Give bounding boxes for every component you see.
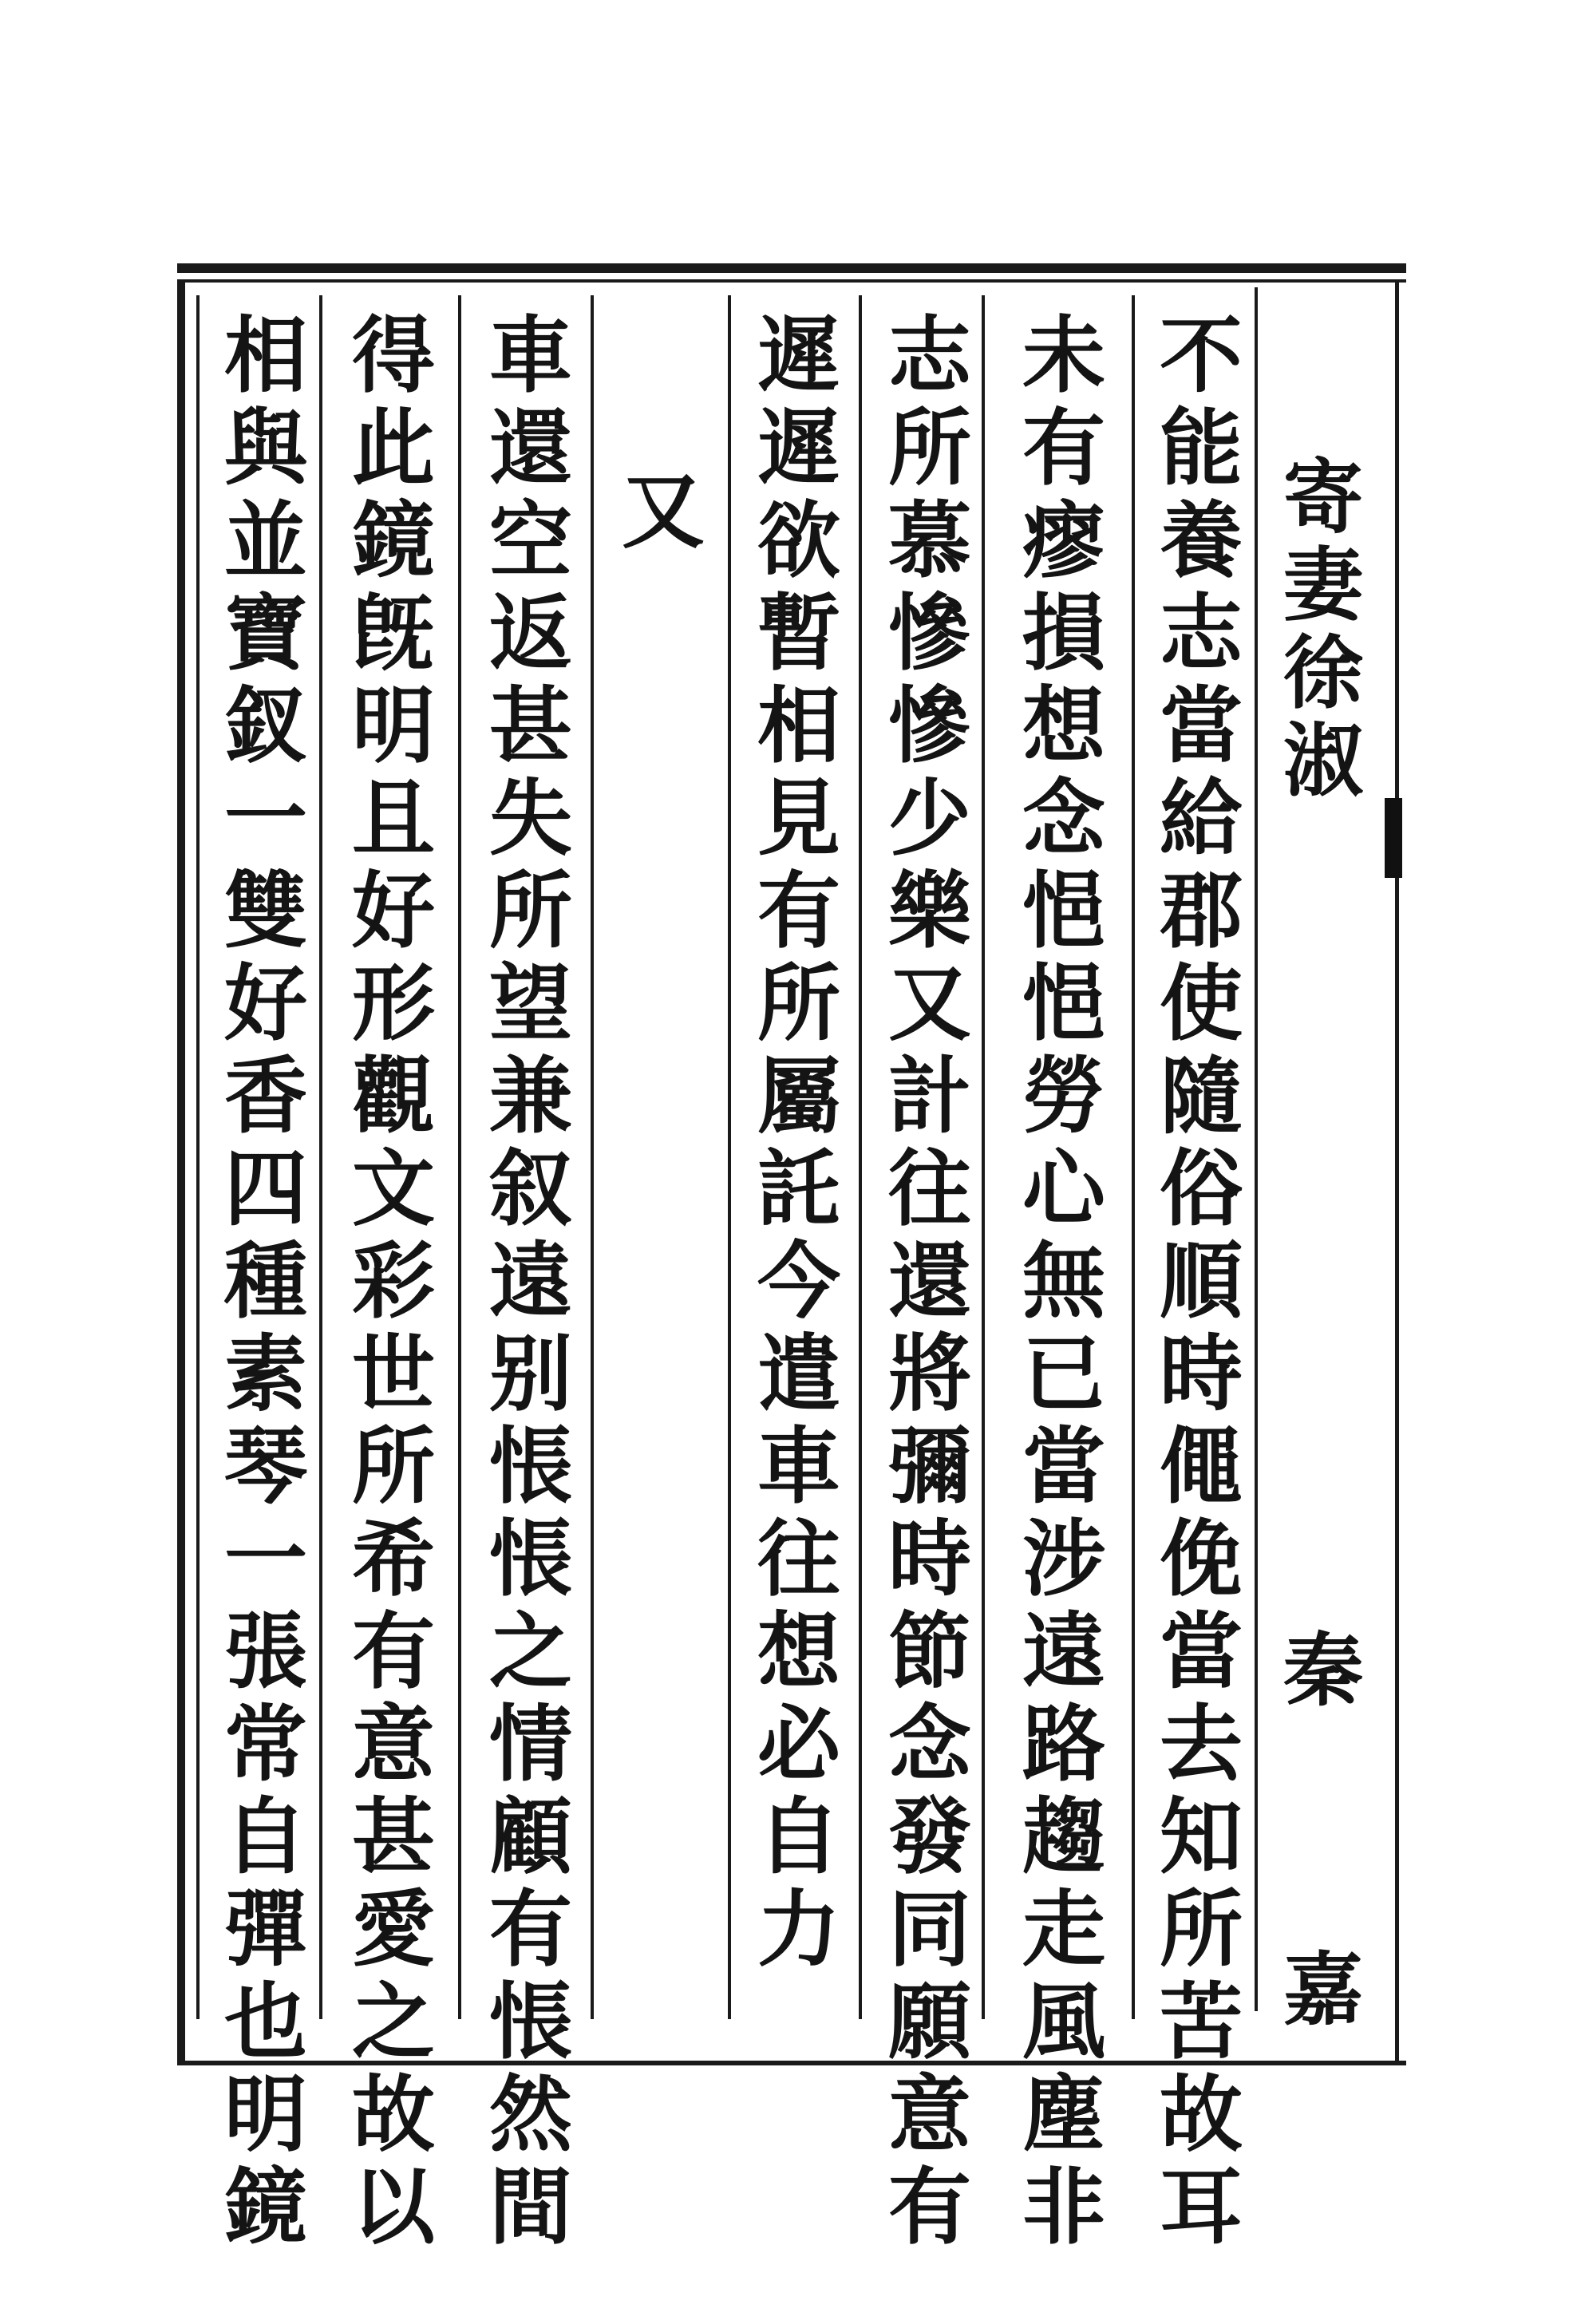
text-column-2: 未有瘳損想念悒悒勞心無已當涉遠路趨走風塵非 (1008, 311, 1106, 2255)
section-heading-you: 又 (607, 467, 705, 559)
column-divider (1255, 287, 1258, 2011)
column-divider (196, 295, 200, 2019)
author-name: 秦 嘉 (1270, 1628, 1364, 2107)
text-column-3: 志所慕慘慘少樂又計往還將彌時節念發同願意有 (874, 311, 972, 2255)
top-border-thick (177, 263, 1406, 273)
column-divider (982, 295, 985, 2019)
right-border (1395, 279, 1399, 2064)
text-column-7: 得此鏡旣明且好形觀文彩世所希有意甚愛之故以 (338, 311, 436, 2255)
column-divider (458, 295, 461, 2019)
column-divider (859, 295, 862, 2019)
column-divider (728, 295, 731, 2019)
column-divider (1132, 295, 1135, 2019)
edge-tab-mark (1385, 798, 1402, 878)
poem-title: 寄妻徐淑 (1270, 455, 1364, 806)
text-column-4: 遲遲欲暫相見有所屬託今遣車往想必自力 (743, 311, 841, 1978)
text-column-8: 相與並寶釵一雙好香四種素琴一張常自彈也明鏡 (210, 311, 308, 2255)
text-column-1: 不能養志當給郡使隨俗順時僶俛當去知所苦故耳 (1145, 311, 1243, 2255)
column-divider (591, 295, 594, 2019)
top-border-thin (177, 279, 1406, 283)
text-column-6: 車還空返甚失所望兼叙遠别悵悵之情顧有悵然間 (475, 311, 573, 2255)
left-border (177, 279, 185, 2064)
column-divider (319, 295, 322, 2019)
